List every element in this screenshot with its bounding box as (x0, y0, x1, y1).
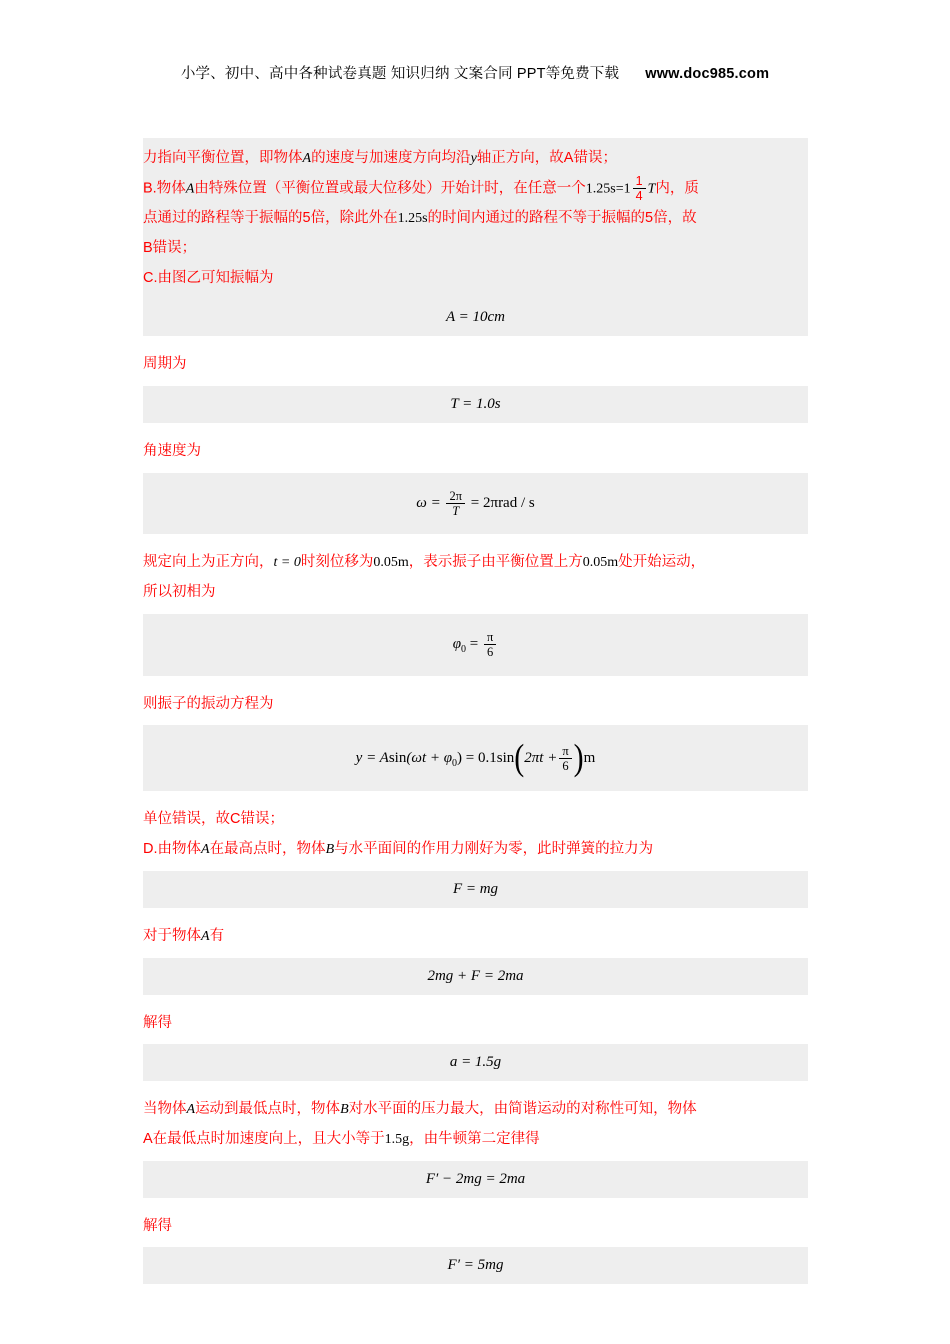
label-vibration-equation: 则振子的振动方程为 (143, 695, 274, 712)
label-solve-1: 解得 (143, 1014, 172, 1031)
formula-y-part1: y = A (355, 749, 389, 766)
line-direction-2: 所以初相为 (143, 584, 216, 601)
line-option-a (143, 144, 808, 174)
line-dir-x2: 0.05m (582, 555, 619, 571)
formula-omega-den: T (452, 504, 460, 519)
line-dir-x1: 0.05m (373, 555, 409, 571)
formula-newton-bottom (143, 1161, 808, 1198)
formula-final-result-text: F′ = 5mg (447, 1257, 504, 1274)
formula-phi-fraction (484, 630, 496, 660)
formula-newton-bottom-text: F′ − 2mg = 2ma (425, 1170, 526, 1187)
formula-y-close-paren: ) (573, 737, 584, 779)
formula-newton-top (143, 958, 808, 995)
line-b-frac-den: 4 (635, 189, 643, 204)
formula-spring-force (143, 871, 808, 908)
line-lowest-point-1 (143, 1095, 808, 1125)
formula-y-part5: 2πt + (524, 749, 558, 766)
line-a-text1: 力指向平衡位置，即物体 (143, 150, 303, 166)
line-unit-error: 单位错误，故C错误； (143, 811, 284, 828)
line-for-a-symbol: A (201, 928, 210, 944)
formula-phi-num: π (484, 630, 496, 645)
line-for-a-text2: 有 (209, 927, 225, 944)
line-b-text6: B错误； (143, 239, 197, 256)
line-b-symbol-T: T (647, 181, 656, 197)
line-b-text2: 由特殊位置（平衡位置或最大位移处）开始计时，在任意一个 (194, 180, 586, 197)
line-d-text2: 在最高点时，物体 (209, 841, 326, 858)
line-option-b-2 (143, 204, 808, 234)
line-b-eq: =1 (615, 181, 631, 197)
line-b-time1: 1.25s (585, 181, 616, 197)
line-lowest-text1: 当物体 (143, 1101, 187, 1118)
formula-final-result (143, 1247, 808, 1284)
line-lowest-text2: 运动到最低点时，物体 (195, 1101, 341, 1118)
document-content (143, 138, 808, 1284)
line-lowest-text4: A在最低点时加速度向上，且大小等于 (143, 1130, 385, 1147)
line-b-time2: 1.25s (397, 211, 428, 227)
formula-omega-rhs: = 2πrad / s (470, 495, 535, 512)
formula-acceleration-text: a = 1.5g (449, 1054, 502, 1071)
line-dir-text2: 时刻位移为 (300, 554, 374, 571)
line-dir-t: t = 0 (273, 555, 301, 571)
line-a-symbol-A: A (302, 151, 312, 166)
formula-phi-den: 6 (487, 645, 494, 660)
line-dir-text4: 处开始运动， (618, 554, 706, 571)
line-for-a-text1: 对于物体 (143, 927, 201, 944)
formula-y-frac-den: 6 (562, 758, 569, 773)
line-option-b-1 (143, 174, 808, 204)
line-a-symbol-y: y (470, 151, 477, 166)
line-d-text1: D.由物体 (143, 841, 201, 858)
formula-angular-velocity (143, 473, 808, 535)
line-option-b-3 (143, 234, 808, 264)
line-lowest-symbol-B: B (340, 1102, 349, 1118)
formula-phi-symbol: φ (452, 636, 462, 653)
formula-omega-fraction (446, 489, 465, 519)
line-for-object-a (143, 922, 808, 952)
line-lowest-value: 1.5g (384, 1131, 410, 1147)
formula-spring-force-text: F = mg (452, 880, 499, 897)
line-b-text3: 内，质 (655, 180, 699, 197)
line-option-d (143, 835, 808, 865)
line-d-symbol-A: A (201, 842, 210, 858)
line-lowest-symbol-A: A (186, 1102, 196, 1118)
line-direction-1 (143, 548, 808, 578)
formula-y-sub: 0 (452, 757, 458, 769)
formula-y-part3: (ωt + φ (406, 749, 453, 766)
formula-phi-eq: = (469, 636, 479, 653)
formula-amplitude (143, 299, 808, 336)
label-angular-velocity: 角速度为 (143, 443, 201, 460)
line-b-symbol-A: A (185, 181, 195, 197)
line-lowest-point-2 (143, 1125, 808, 1155)
line-b-frac-num: 1 (633, 174, 646, 189)
formula-omega-lhs: ω = (416, 495, 441, 512)
formula-amplitude-text: A = 10cm (445, 309, 505, 326)
formula-y-sin: sin (388, 749, 407, 766)
line-b-text5: 的时间内通过的路程不等于振幅的5倍，故 (427, 210, 697, 227)
line-dir-text3: ，表示振子由平衡位置上方 (408, 554, 583, 571)
formula-initial-phase (143, 614, 808, 676)
formula-y-part4: ) = 0.1sin (457, 749, 515, 766)
line-b-text1: B.物体 (143, 180, 186, 197)
label-period: 周期为 (143, 356, 187, 373)
header-site-url: www.doc985.com (645, 66, 770, 82)
top-grey-block (143, 138, 808, 299)
header-text: 小学、初中、高中各种试卷真题 知识归纳 文案合同 PPT等免费下载 (180, 66, 620, 82)
line-option-c (143, 264, 808, 294)
formula-period-text: T = 1.0s (450, 396, 501, 413)
line-b-text4: 点通过的路程等于振幅的5倍，除此外在 (143, 210, 398, 227)
line-dir-text1: 规定向上为正方向， (143, 554, 274, 571)
formula-acceleration (143, 1044, 808, 1081)
formula-newton-top-text: 2mg + F = 2ma (427, 967, 524, 984)
line-c-text: C.由图乙可知振幅为 (143, 269, 274, 286)
formula-y-open-paren: ( (514, 737, 525, 779)
line-b-fraction (633, 174, 646, 204)
formula-phi-sub: 0 (461, 644, 467, 656)
line-a-text3: 轴正方向，故A错误； (476, 150, 617, 166)
line-a-text2: 的速度与加速度方向均沿 (311, 150, 471, 166)
formula-y-frac-num: π (559, 744, 571, 759)
line-d-text3: 与水平面间的作用力刚好为零，此时弹簧的拉力为 (334, 841, 654, 858)
label-solve-2: 解得 (143, 1217, 172, 1234)
formula-y-fraction (559, 744, 571, 774)
page-header-banner (0, 62, 950, 83)
formula-y-unit: m (583, 749, 596, 766)
line-d-symbol-B: B (325, 842, 335, 858)
line-lowest-text5: ，由牛顿第二定律得 (409, 1130, 540, 1147)
formula-vibration-equation (143, 725, 808, 791)
formula-omega-num: 2π (446, 489, 465, 504)
formula-period (143, 386, 808, 423)
line-lowest-text3: 对水平面的压力最大，由简谐运动的对称性可知，物体 (348, 1101, 697, 1118)
